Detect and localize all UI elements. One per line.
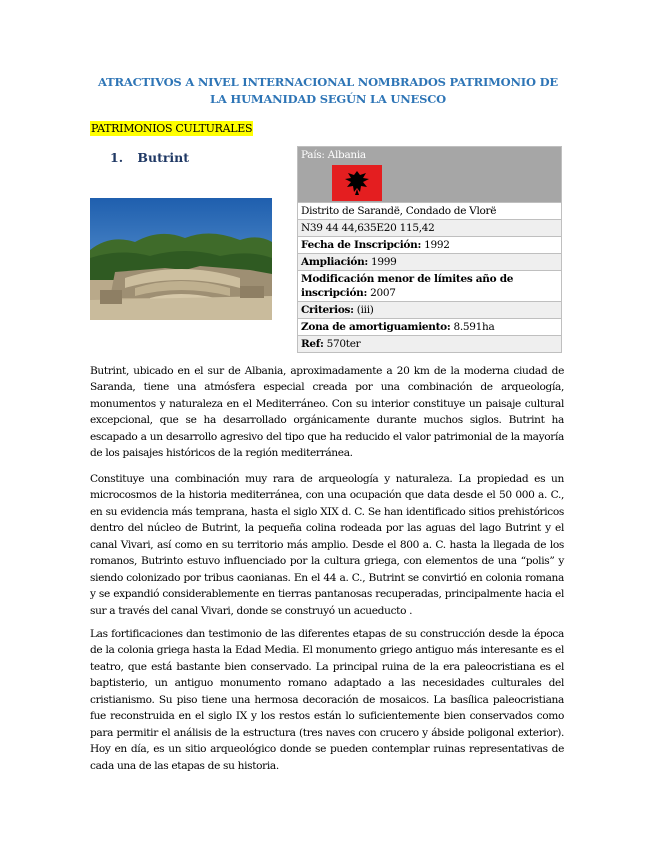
coordinates-cell: N39 44 44,635E20 115,42 bbox=[298, 220, 562, 237]
buffer-zone-label: Zona de amortiguamiento: bbox=[301, 321, 451, 333]
butrint-photo bbox=[90, 198, 272, 320]
buffer-zone-row bbox=[298, 319, 562, 336]
site-number: 1. bbox=[110, 150, 124, 165]
modification-value: 2007 bbox=[370, 287, 396, 299]
modification-row bbox=[298, 271, 562, 302]
paragraph-history: Constituye una combinación muy rara de arqueología y naturaleza. La propiedad es un microcosmos de la historia mediterránea, con una ocupación que data desde el 50 000 a. C., en su evidencia más temprana, hasta el siglo XIX d. C. Se han identificado sitios prehistóricos dentro del núcleo de Butrint, la pequeña colina rodeada por las aguas del lago Butrint y el canal Vivari, así como en su territorio más amplio. Desde el 800 a. C. hasta la llegada de los romanos, Butrinto estuvo influenciado por la cultura griega, con elementos de una “polis” y siendo colonizado por tribus caonianas. En el 44 a. C., Butrint se convirtió en colonia romana y se expandió considerablemente en tierras pantanosas recuperadas, principalmente hacia el sur a través del canal Vivari, donde se construyó un acueducto . bbox=[90, 472, 564, 617]
criteria-value: (iii) bbox=[356, 304, 374, 316]
ref-label: Ref: bbox=[301, 338, 324, 350]
paragraph-fortifications: Las fortificaciones dan testimonio de las diferentes etapas de su construcción desde la época de la colonia griega hasta la Edad Media. El monumento griego antiguo más interesante es el teatro, que está bastante bien conservado. La principal ruina de la era paleocristiana es el baptisterio, un antiguo monumento romano adaptado a las necesidades culturales del cristianismo. Su piso tiene una hermosa decoración de mosaicos. La basílica paleocristiana fue reconstruida en el siglo IX y los restos están lo suficientemente bien conservados como para permitir el análisis de la estructura (tres naves con crucero y ábside poligonal exterior). Hoy en día, es un sitio arqueológico donde se pueden contemplar ruinas representativas de cada una de las etapas de su historia. bbox=[90, 627, 564, 772]
buffer-zone-value: 8.591ha bbox=[453, 321, 495, 333]
criteria-label: Criterios: bbox=[301, 304, 354, 316]
paragraph-intro: Butrint, ubicado en el sur de Albania, aproximadamente a 20 km de la moderna ciudad de Saranda, tiene una atmósfera especial creada por una combinación de arqueología, monumentos y naturaleza en el Mediterráneo. Con su interior constituye un paisaje cultural excepcional, que se ha desarrollado orgánicamente durante muchos siglos. Butrint ha escapado a un desarrollo agresivo del tipo que ha reducido el valor patrimonial de la mayoría de los paisajes históricos de la región mediterránea. bbox=[90, 364, 564, 460]
inscription-value: 1992 bbox=[424, 239, 450, 251]
ref-value: 570ter bbox=[326, 338, 361, 350]
butrint-ruins-image bbox=[90, 198, 272, 320]
country-label: País: Albania bbox=[301, 149, 366, 161]
district-cell: Distrito de Sarandë, Condado de Vlorë bbox=[298, 203, 562, 220]
site-name: Butrint bbox=[137, 150, 190, 165]
inscription-row bbox=[298, 237, 562, 254]
inscription-label: Fecha de Inscripción: bbox=[301, 239, 422, 251]
section-label: PATRIMONIOS CULTURALES bbox=[91, 122, 253, 135]
extension-row bbox=[298, 254, 562, 271]
criteria-row bbox=[298, 302, 562, 319]
albania-flag-icon bbox=[332, 165, 382, 201]
site-heading bbox=[110, 150, 189, 165]
extension-value: 1999 bbox=[371, 256, 397, 268]
country-cell bbox=[298, 147, 562, 203]
ref-row bbox=[298, 336, 562, 353]
site-info-table bbox=[297, 146, 562, 353]
document-title: ATRACTIVOS A NIVEL INTERNACIONAL NOMBRADOS PATRIMONIO DE LA HUMANIDAD SEGÚN LA UNESCO bbox=[98, 75, 558, 106]
modification-label: Modificación menor de límites año de inscripción: bbox=[301, 273, 514, 299]
extension-label: Ampliación: bbox=[301, 256, 368, 268]
